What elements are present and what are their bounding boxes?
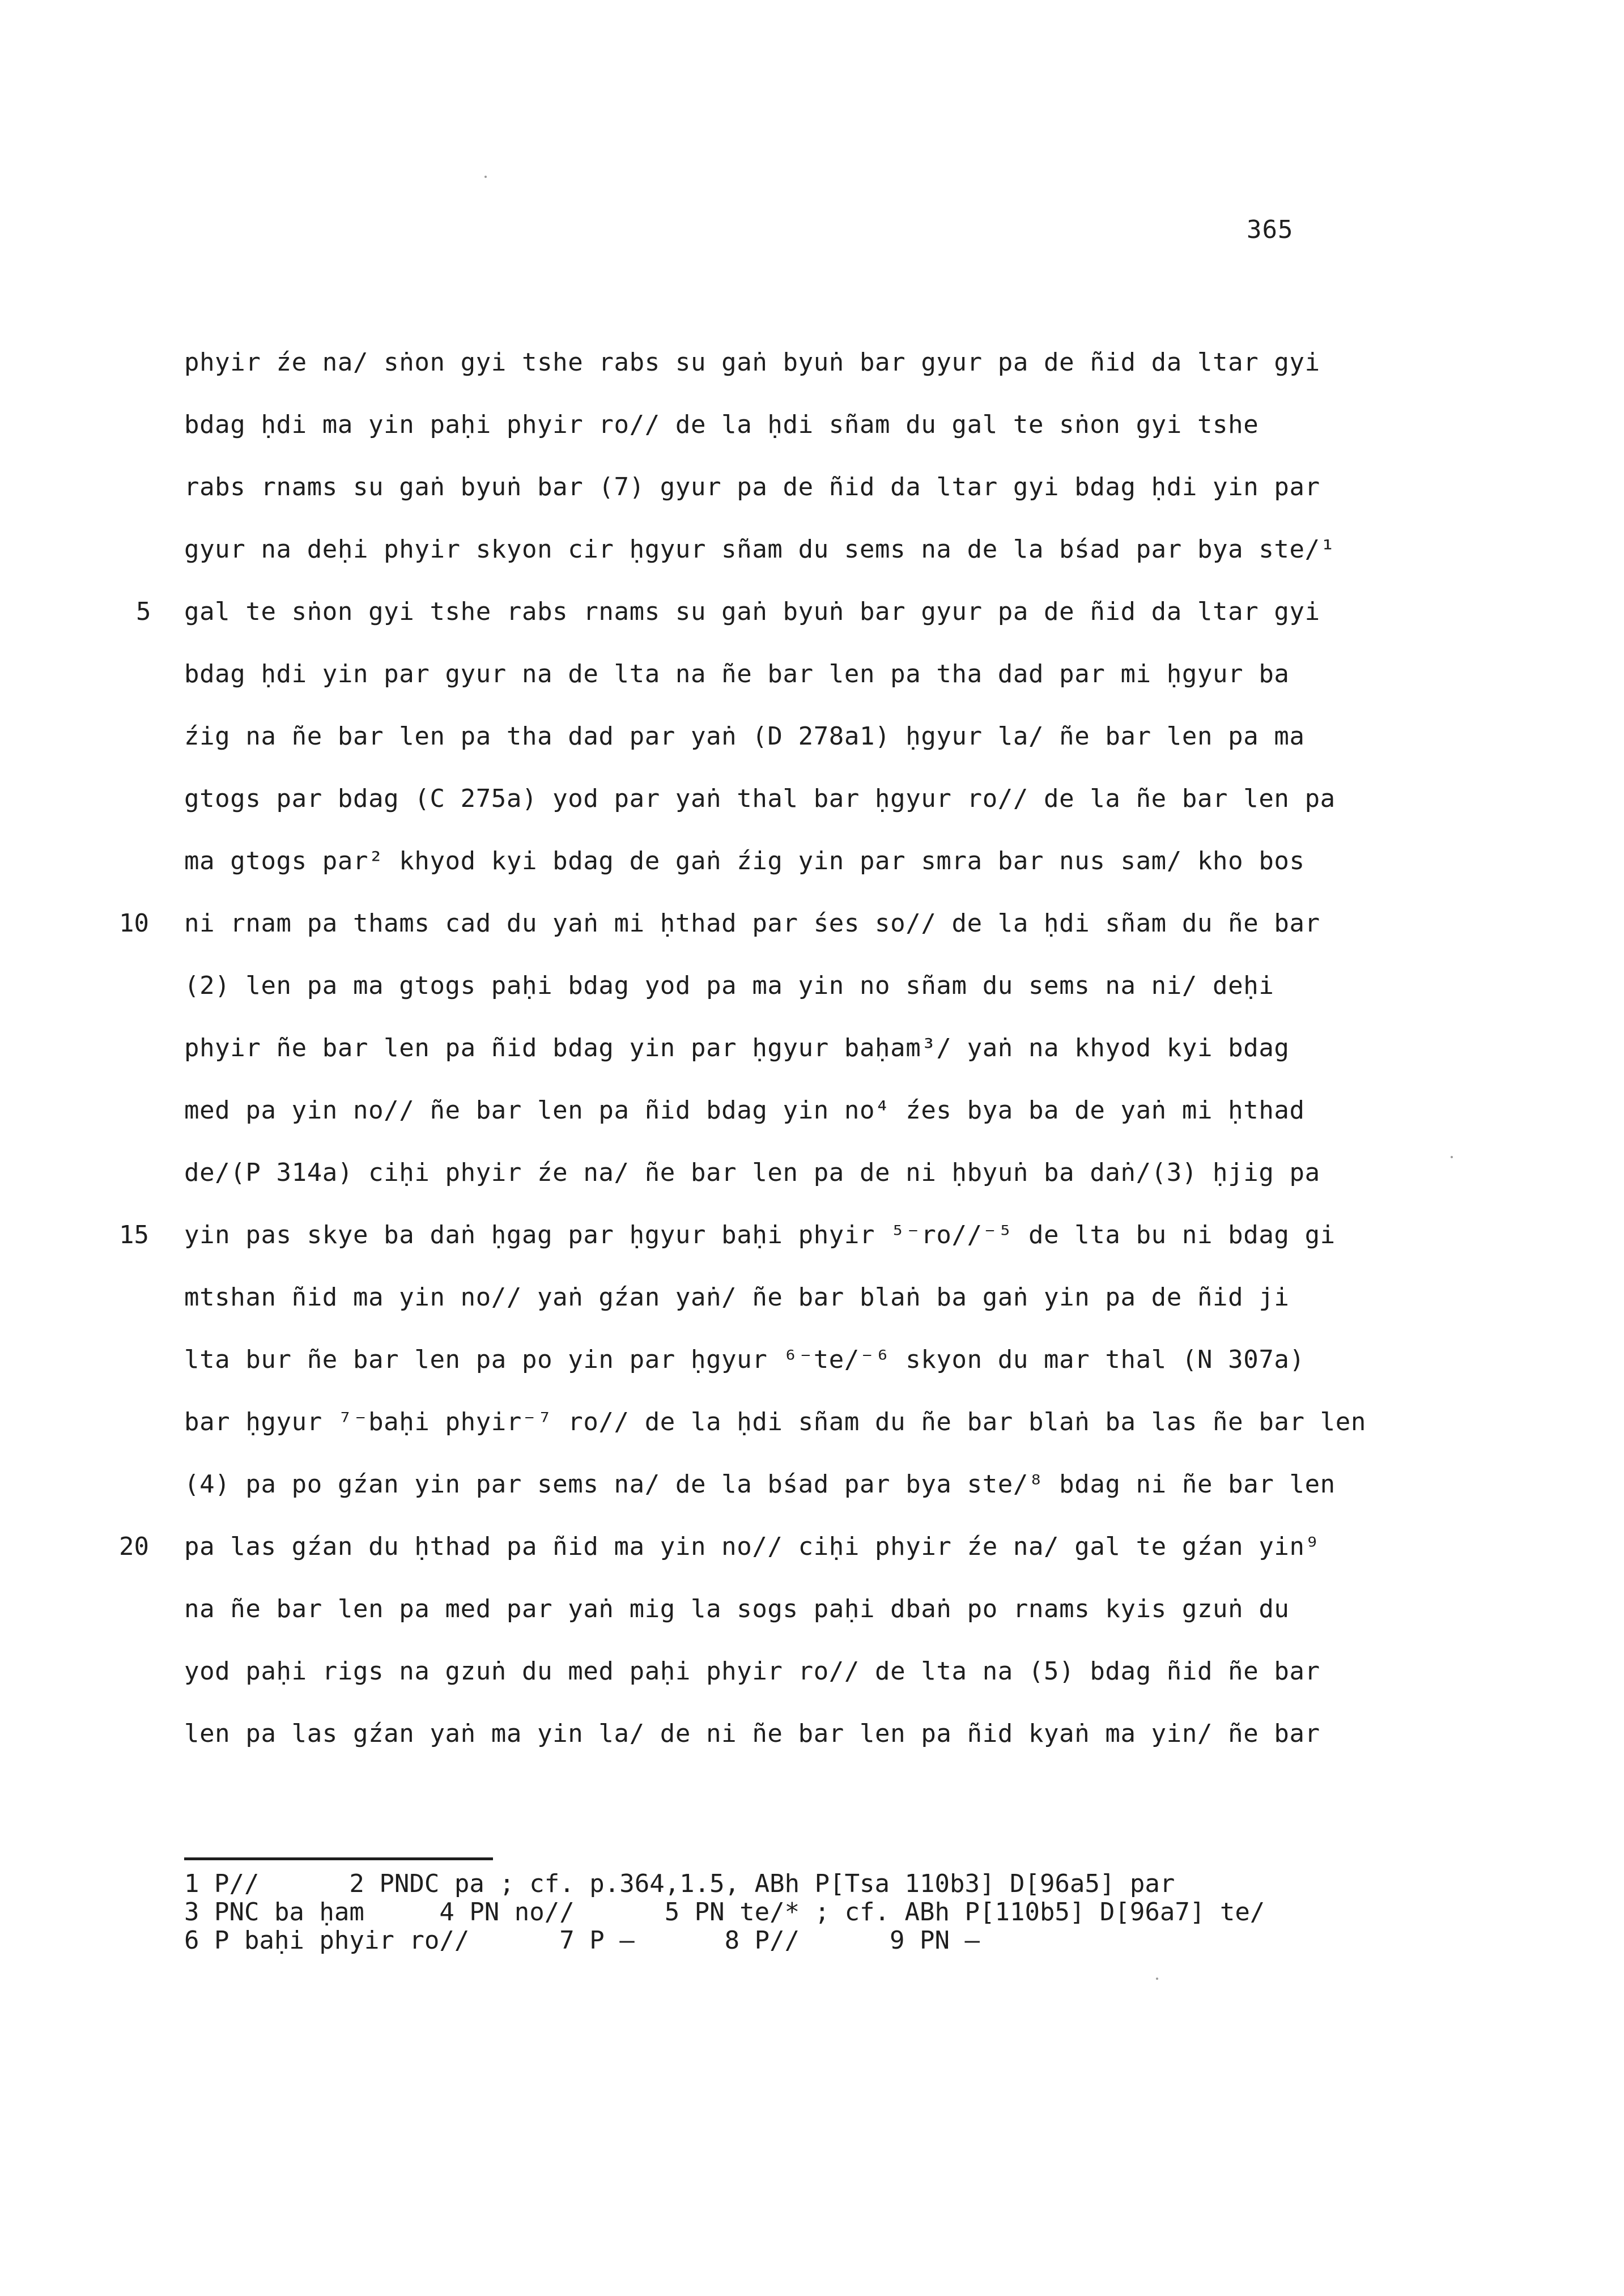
text-line: gyur na deḥi phyir skyon cir ḥgyur sñam du sems na de la bśad par bya ste/¹ (184, 535, 1336, 564)
text-line: yin pas skye ba daṅ ḥgag par ḥgyur baḥi phyir ⁵⁻ro//⁻⁵ de lta bu ni bdag gi (184, 1221, 1336, 1249)
text-line: ma gtogs par² khyod kyi bdag de gaṅ źig yin par smra bar nus sam/ kho bos (184, 847, 1305, 875)
line-number: 15 (119, 1221, 149, 1249)
text-line: bar ḥgyur ⁷⁻baḥi phyir⁻⁷ ro// de la ḥdi sñam du ñe bar blaṅ ba las ñe bar len (184, 1408, 1366, 1436)
text-line: yod paḥi rigs na gzuṅ du med paḥi phyir ro// de lta na (5) bdag ñid ñe bar (184, 1657, 1320, 1686)
text-line: gtogs par bdag (C 275a) yod par yaṅ thal bar ḥgyur ro// de la ñe bar len pa (184, 784, 1336, 813)
page-number: 365 (1247, 215, 1294, 244)
footnote-line: 3 PNC ba ḥam 4 PN no// 5 PN te/* ; cf. ABh P[110b5] D[96a7] te/ (184, 1898, 1265, 1927)
footnote-line: 6 P baḥi phyir ro// 7 P — 8 P// 9 PN — (184, 1926, 980, 1955)
line-number: 5 (136, 597, 151, 626)
text-line: (2) len pa ma gtogs paḥi bdag yod pa ma yin no sñam du sems na ni/ deḥi (184, 971, 1274, 1000)
footnote-divider (184, 1857, 493, 1860)
text-line: na ñe bar len pa med par yaṅ mig la sogs paḥi dbaṅ po rnams kyis gzuṅ du (184, 1595, 1290, 1623)
text-line: gal te sṅon gyi tshe rabs rnams su gaṅ byuṅ bar gyur pa de ñid da ltar gyi (184, 597, 1320, 626)
text-line: bdag ḥdi yin par gyur na de lta na ñe bar len pa tha dad par mi ḥgyur ba (184, 660, 1290, 688)
text-line: mtshan ñid ma yin no// yaṅ gźan yaṅ/ ñe bar blaṅ ba gaṅ yin pa de ñid ji (184, 1283, 1290, 1312)
text-line: bdag ḥdi ma yin paḥi phyir ro// de la ḥdi sñam du gal te sṅon gyi tshe (184, 410, 1259, 439)
text-line: rabs rnams su gaṅ byuṅ bar (7) gyur pa de ñid da ltar gyi bdag ḥdi yin par (184, 473, 1320, 501)
scan-speck (484, 176, 487, 178)
line-number: 10 (119, 909, 149, 938)
text-line: (4) pa po gźan yin par sems na/ de la bśad par bya ste/⁸ bdag ni ñe bar len (184, 1470, 1336, 1499)
text-line: len pa las gźan yaṅ ma yin la/ de ni ñe bar len pa ñid kyaṅ ma yin/ ñe bar (184, 1719, 1320, 1748)
text-line: źig na ñe bar len pa tha dad par yaṅ (D 278a1) ḥgyur la/ ñe bar len pa ma (184, 722, 1305, 751)
text-line: pa las gźan du ḥthad pa ñid ma yin no// ciḥi phyir źe na/ gal te gźan yin⁹ (184, 1532, 1320, 1561)
text-line: phyir ñe bar len pa ñid bdag yin par ḥgyur baḥam³/ yaṅ na khyod kyi bdag (184, 1034, 1290, 1062)
scan-speck (1156, 1978, 1158, 1980)
text-line: phyir źe na/ sṅon gyi tshe rabs su gaṅ byuṅ bar gyur pa de ñid da ltar gyi (184, 348, 1320, 377)
line-number: 20 (119, 1532, 149, 1561)
text-line: lta bur ñe bar len pa po yin par ḥgyur ⁶⁻te/⁻⁶ skyon du mar thal (N 307a) (184, 1345, 1305, 1374)
text-line: med pa yin no// ñe bar len pa ñid bdag yin no⁴ źes bya ba de yaṅ mi ḥthad (184, 1096, 1305, 1125)
text-line: ni rnam pa thams cad du yaṅ mi ḥthad par śes so// de la ḥdi sñam du ñe bar (184, 909, 1320, 938)
scan-speck (1451, 1156, 1453, 1158)
text-line: de/(P 314a) ciḥi phyir źe na/ ñe bar len pa de ni ḥbyuṅ ba daṅ/(3) ḥjig pa (184, 1158, 1320, 1187)
footnote-line: 1 P// 2 PNDC pa ; cf. p.364,1.5, ABh P[Tsa 110b3] D[96a5] par (184, 1869, 1175, 1898)
